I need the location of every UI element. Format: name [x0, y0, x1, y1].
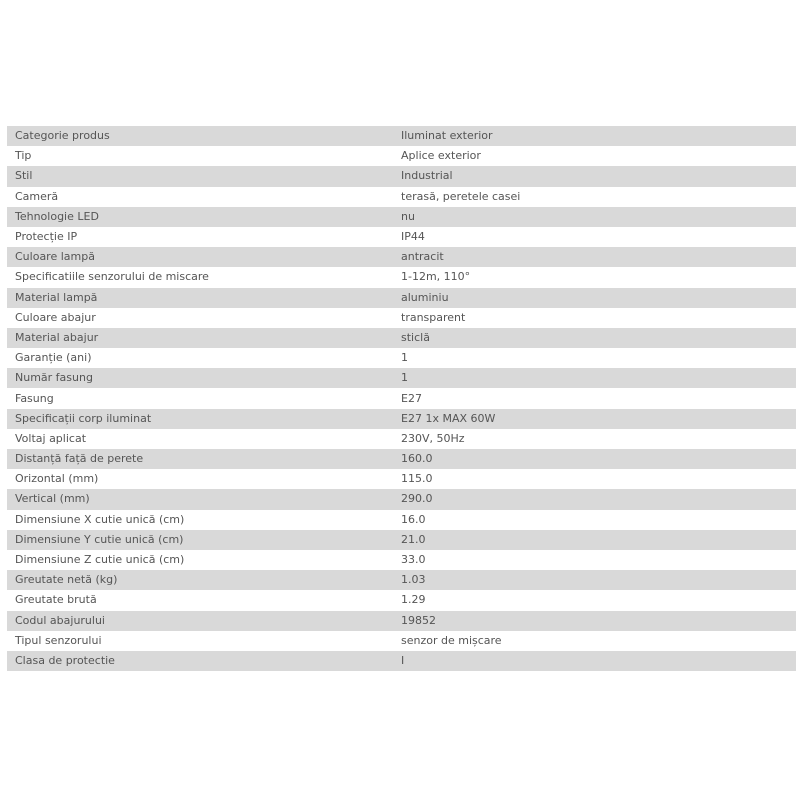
- spec-label: Garanție (ani): [7, 348, 401, 368]
- spec-row: [7, 348, 796, 368]
- spec-label: Material abajur: [7, 328, 401, 348]
- spec-label: Distanță față de perete: [7, 449, 401, 469]
- spec-row: [7, 126, 796, 146]
- spec-value: transparent: [401, 308, 796, 328]
- spec-label: Greutate brută: [7, 590, 401, 610]
- spec-value: E27 1x MAX 60W: [401, 409, 796, 429]
- spec-label: Stil: [7, 166, 401, 186]
- product-spec-table: [7, 126, 796, 671]
- spec-label: Specificatiile senzorului de miscare: [7, 267, 401, 287]
- spec-value: 230V, 50Hz: [401, 429, 796, 449]
- spec-label: Vertical (mm): [7, 489, 401, 509]
- spec-value: terasă, peretele casei: [401, 187, 796, 207]
- spec-value: 1.29: [401, 590, 796, 610]
- spec-row: [7, 388, 796, 408]
- spec-value: Aplice exterior: [401, 146, 796, 166]
- spec-row: [7, 510, 796, 530]
- spec-row: [7, 288, 796, 308]
- spec-row: [7, 166, 796, 186]
- spec-label: Număr fasung: [7, 368, 401, 388]
- spec-row: [7, 227, 796, 247]
- spec-value: 33.0: [401, 550, 796, 570]
- spec-row: [7, 590, 796, 610]
- spec-row: [7, 207, 796, 227]
- spec-label: Dimensiune Z cutie unică (cm): [7, 550, 401, 570]
- spec-row: [7, 611, 796, 631]
- spec-label: Protecție IP: [7, 227, 401, 247]
- spec-label: Voltaj aplicat: [7, 429, 401, 449]
- spec-row: [7, 489, 796, 509]
- spec-label: Tip: [7, 146, 401, 166]
- spec-label: Greutate netă (kg): [7, 570, 401, 590]
- spec-row: [7, 550, 796, 570]
- spec-row: [7, 368, 796, 388]
- spec-value: 160.0: [401, 449, 796, 469]
- spec-label: Tipul senzorului: [7, 631, 401, 651]
- spec-label: Codul abajurului: [7, 611, 401, 631]
- spec-label: Culoare abajur: [7, 308, 401, 328]
- spec-label: Categorie produs: [7, 126, 401, 146]
- spec-value: 1: [401, 368, 796, 388]
- spec-row: [7, 651, 796, 671]
- spec-label: Specificații corp iluminat: [7, 409, 401, 429]
- spec-label: Tehnologie LED: [7, 207, 401, 227]
- spec-row: [7, 247, 796, 267]
- spec-label: Fasung: [7, 388, 401, 408]
- spec-row: [7, 570, 796, 590]
- spec-value: 19852: [401, 611, 796, 631]
- spec-label: Culoare lampă: [7, 247, 401, 267]
- spec-label: Clasa de protectie: [7, 651, 401, 671]
- spec-value: antracit: [401, 247, 796, 267]
- spec-value: sticlă: [401, 328, 796, 348]
- spec-label: Cameră: [7, 187, 401, 207]
- spec-row: [7, 328, 796, 348]
- spec-value: Industrial: [401, 166, 796, 186]
- spec-row: [7, 146, 796, 166]
- spec-value: nu: [401, 207, 796, 227]
- spec-value: senzor de mișcare: [401, 631, 796, 651]
- spec-row: [7, 429, 796, 449]
- spec-row: [7, 267, 796, 287]
- spec-row: [7, 187, 796, 207]
- spec-value: 1: [401, 348, 796, 368]
- spec-value: Iluminat exterior: [401, 126, 796, 146]
- spec-value: 21.0: [401, 530, 796, 550]
- spec-value: 1-12m, 110°: [401, 267, 796, 287]
- spec-value: 115.0: [401, 469, 796, 489]
- spec-label: Material lampă: [7, 288, 401, 308]
- spec-value: E27: [401, 388, 796, 408]
- spec-row: [7, 631, 796, 651]
- spec-value: IP44: [401, 227, 796, 247]
- spec-row: [7, 449, 796, 469]
- spec-row: [7, 308, 796, 328]
- spec-label: Orizontal (mm): [7, 469, 401, 489]
- spec-row: [7, 469, 796, 489]
- spec-value: aluminiu: [401, 288, 796, 308]
- spec-value: I: [401, 651, 796, 671]
- spec-label: Dimensiune X cutie unică (cm): [7, 510, 401, 530]
- spec-row: [7, 530, 796, 550]
- spec-table-body: [7, 126, 796, 671]
- spec-label: Dimensiune Y cutie unică (cm): [7, 530, 401, 550]
- spec-value: 290.0: [401, 489, 796, 509]
- spec-row: [7, 409, 796, 429]
- spec-value: 16.0: [401, 510, 796, 530]
- spec-value: 1.03: [401, 570, 796, 590]
